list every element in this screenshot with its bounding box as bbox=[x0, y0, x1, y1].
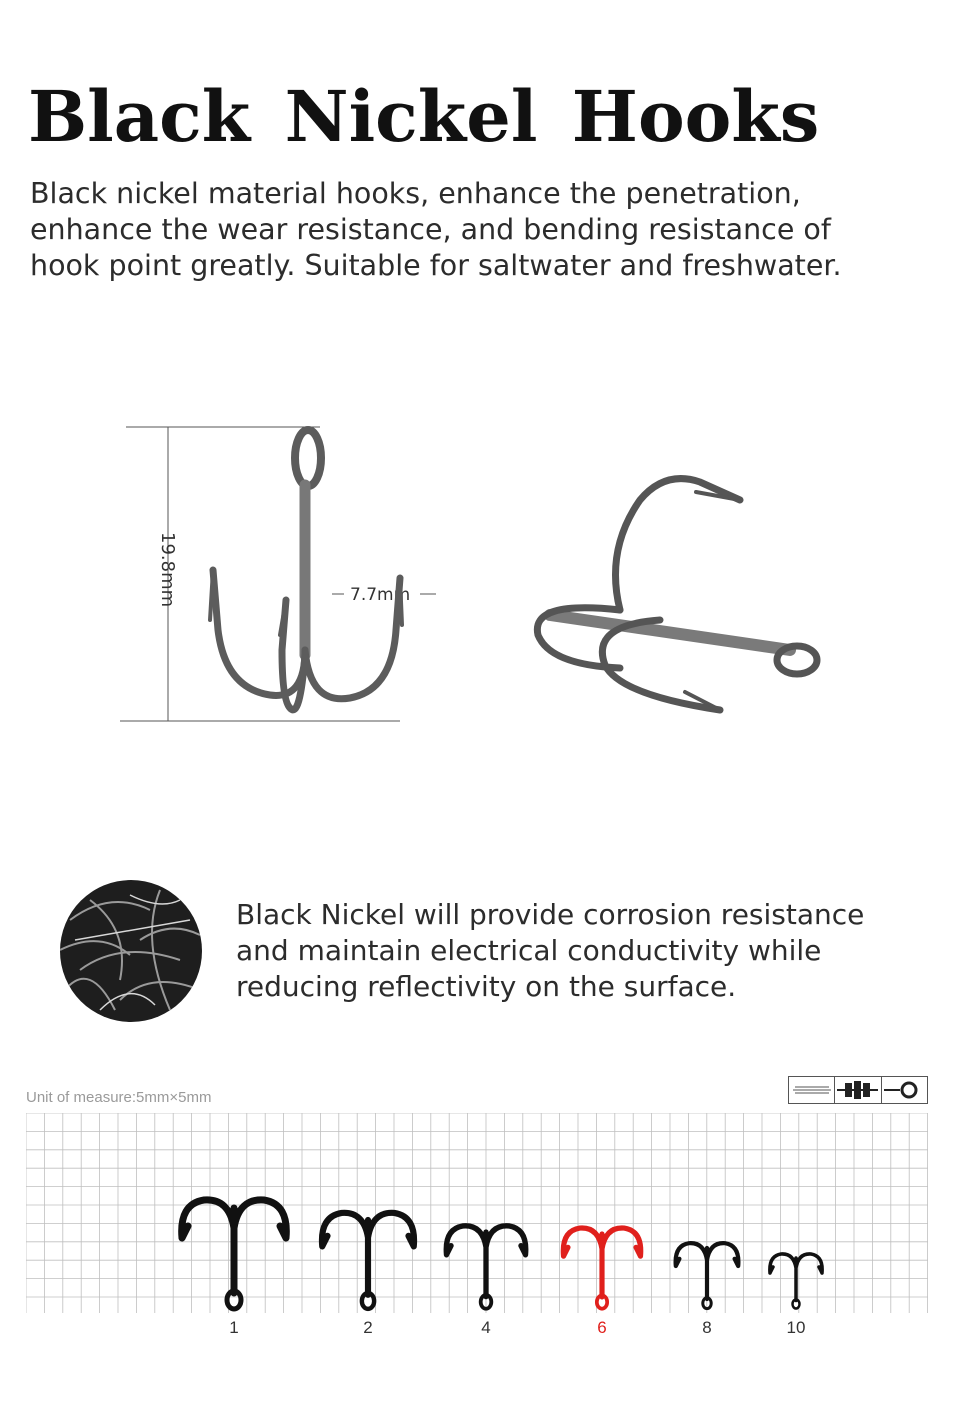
hook-size-4 bbox=[446, 1226, 526, 1309]
hook-size-1 bbox=[182, 1200, 287, 1309]
closeup-image bbox=[60, 880, 202, 1022]
size-chart-grid bbox=[26, 1113, 928, 1353]
product-photo bbox=[100, 410, 860, 750]
black-nickel-hooks-closeup bbox=[60, 880, 202, 1022]
intro-line: Black nickel material hooks, enhance the penetration, bbox=[30, 177, 801, 210]
hook-size-label: 10 bbox=[786, 1318, 806, 1337]
barrel-icon bbox=[835, 1077, 881, 1103]
feature-text bbox=[236, 897, 936, 1005]
feature-line: reducing reflectivity on the surface. bbox=[236, 970, 737, 1003]
hook-size-10 bbox=[770, 1254, 822, 1309]
hook-size-label: 6 bbox=[597, 1318, 607, 1337]
width-dimension-label: 7.7mm bbox=[350, 585, 411, 605]
intro-line: hook point greatly. Suitable for saltwater and freshwater. bbox=[30, 249, 842, 282]
page-title: Black Nickel Hooks bbox=[28, 75, 820, 158]
hook-size-label: 1 bbox=[229, 1318, 239, 1337]
feature-line: and maintain electrical conductivity while bbox=[236, 934, 822, 967]
hook-legend bbox=[788, 1076, 928, 1104]
intro-line: enhance the wear resistance, and bending resistance of bbox=[30, 213, 831, 246]
hook-size-label: 2 bbox=[363, 1318, 373, 1337]
hook-size-label: 8 bbox=[702, 1318, 712, 1337]
treble-hook-front-image bbox=[210, 430, 402, 710]
hook-size-label: 4 bbox=[481, 1318, 491, 1337]
height-dimension-label: 19.8mm bbox=[157, 532, 178, 608]
ring-icon bbox=[882, 1077, 927, 1103]
intro-text bbox=[30, 176, 930, 284]
line-icon bbox=[789, 1077, 835, 1103]
treble-hook-side-image bbox=[537, 479, 817, 710]
feature-line: Black Nickel will provide corrosion resistance bbox=[236, 898, 865, 931]
unit-of-measure-label: Unit of measure:5mm×5mm bbox=[26, 1089, 212, 1106]
hook-size-8 bbox=[676, 1243, 739, 1308]
grid-lines bbox=[26, 1113, 928, 1313]
hook-size-2 bbox=[322, 1213, 414, 1309]
